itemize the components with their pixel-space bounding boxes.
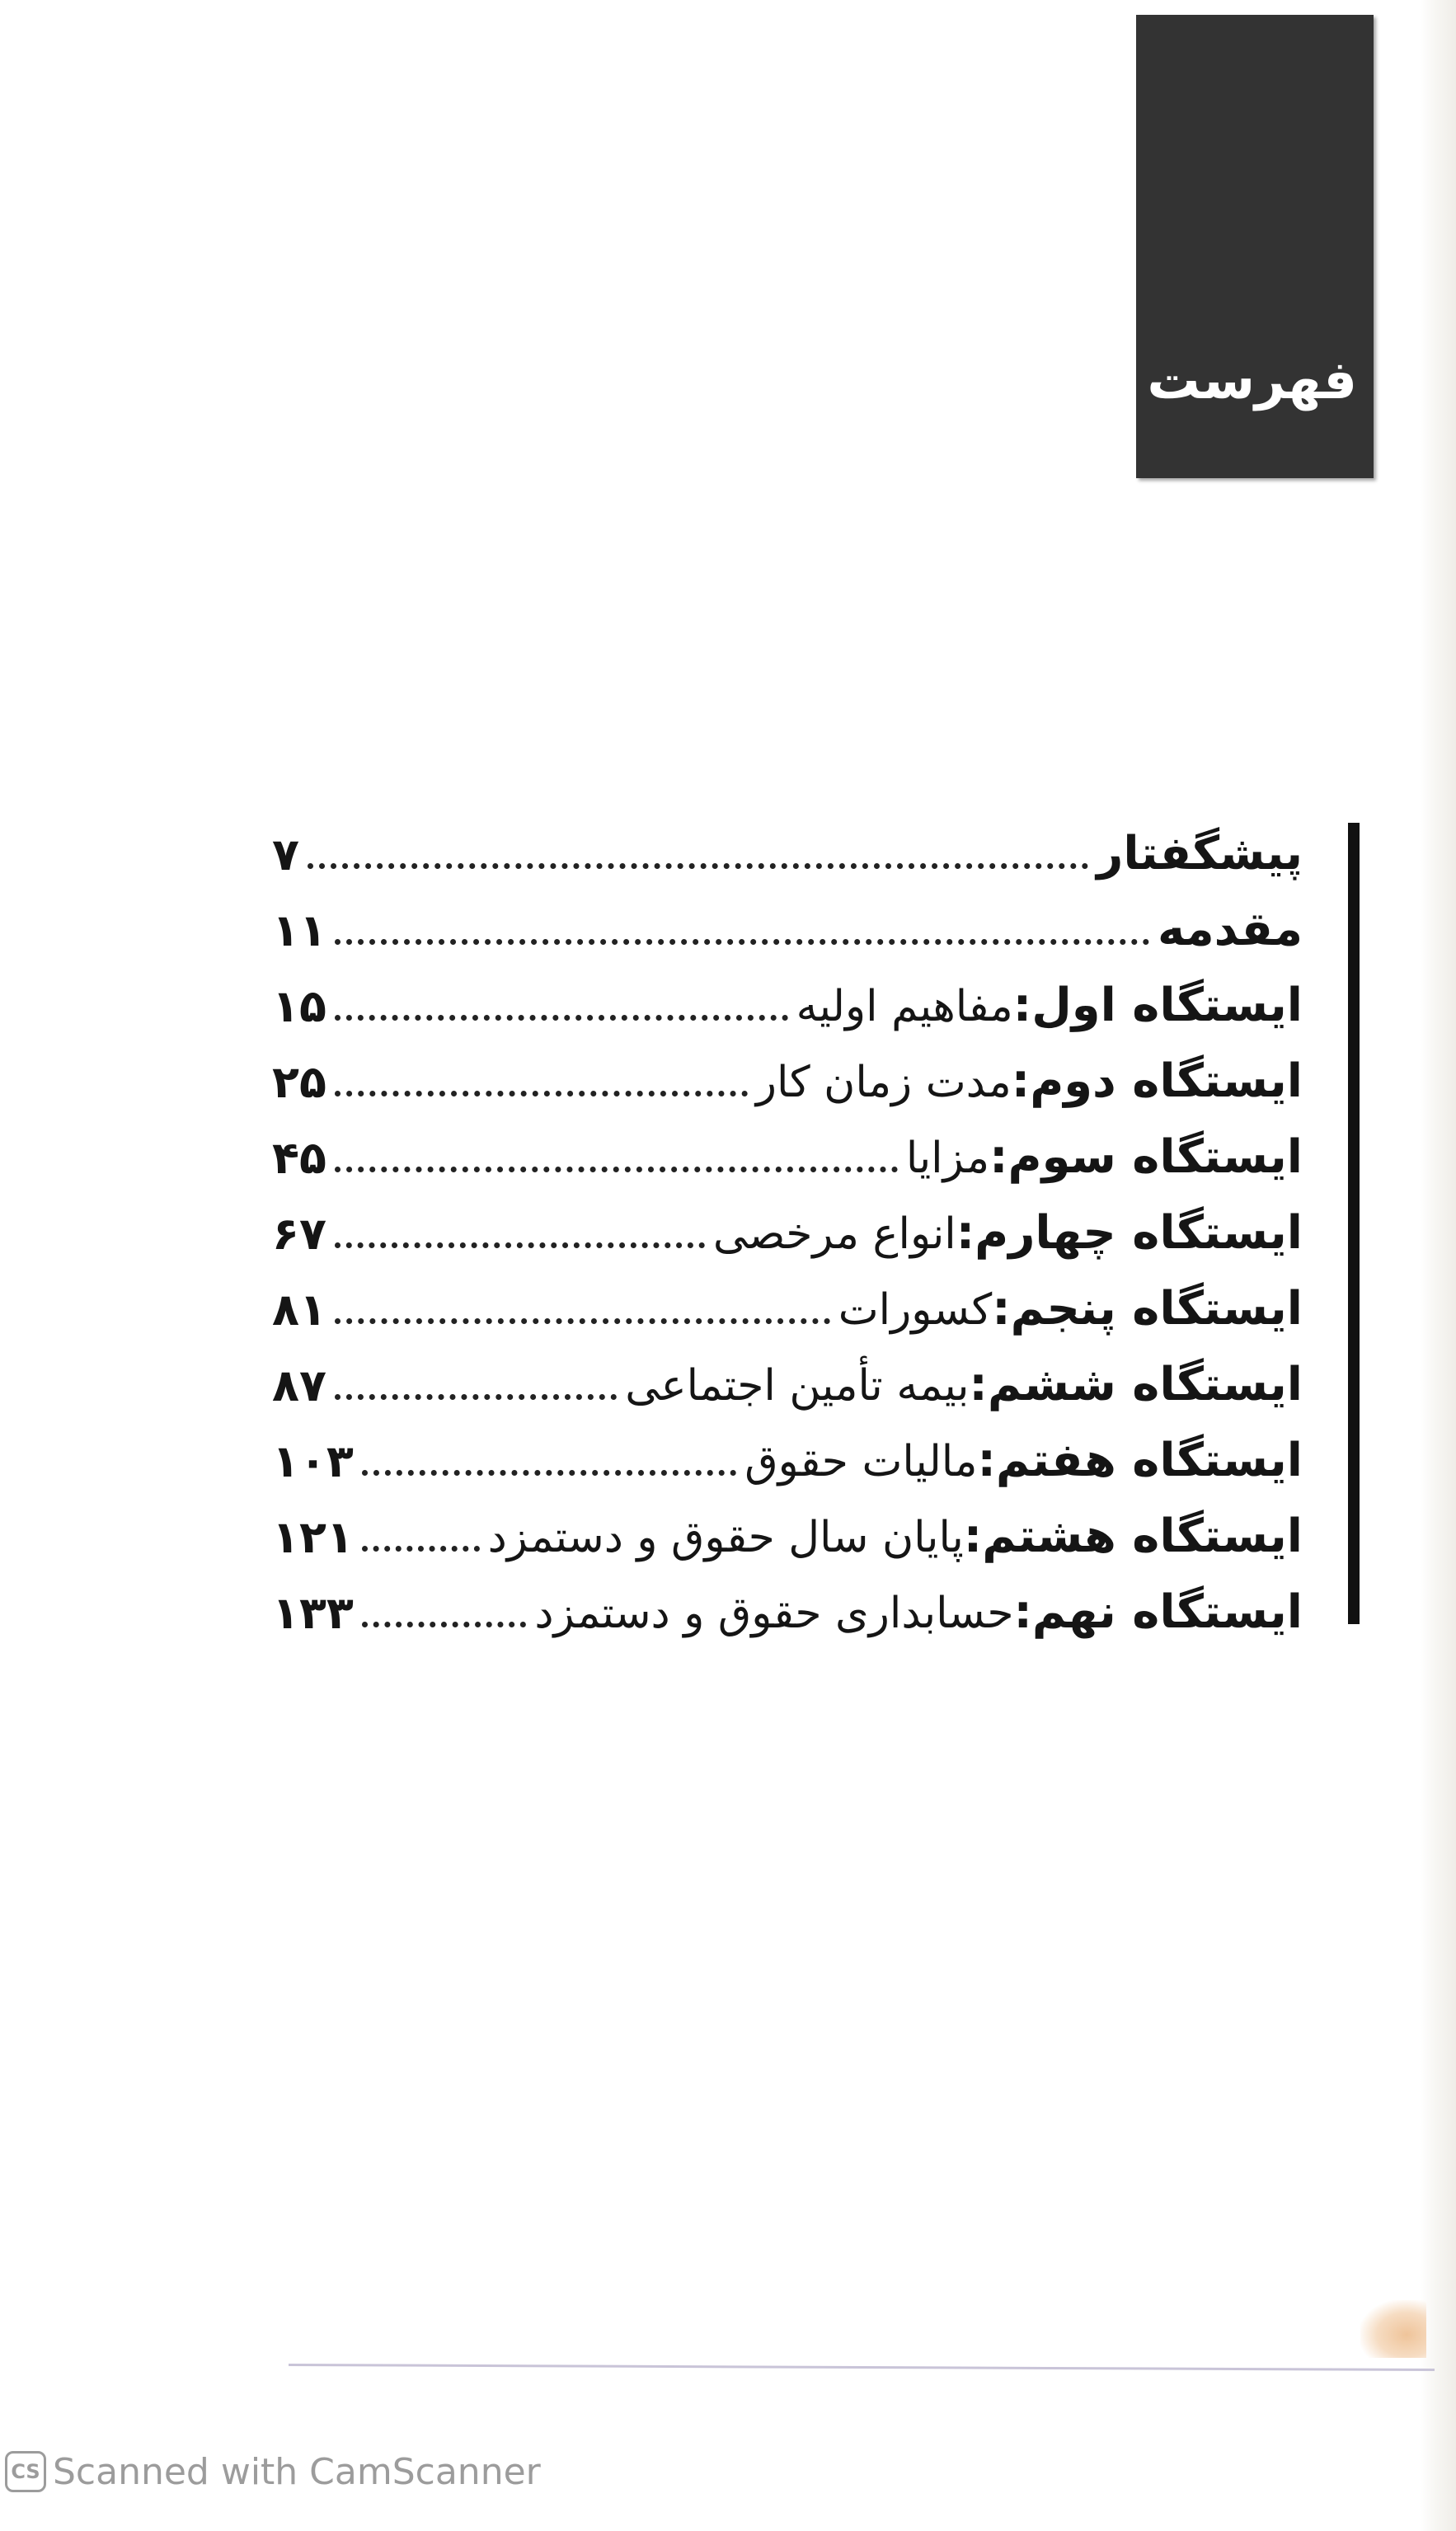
toc-dot-leader — [335, 1318, 830, 1324]
toc-entry-text — [625, 1358, 1303, 1411]
toc-entry[interactable] — [272, 882, 1303, 958]
toc-entry[interactable] — [272, 1034, 1303, 1110]
toc-dot-leader — [335, 1394, 617, 1400]
toc-entry[interactable] — [272, 1110, 1303, 1186]
toc-entry-text — [755, 1054, 1303, 1108]
toc-dot-leader — [362, 1546, 480, 1552]
toc-subtitle: انواع مرخصی — [712, 1209, 956, 1259]
toc-entry[interactable] — [272, 1261, 1303, 1337]
toc-entry[interactable] — [272, 1489, 1303, 1565]
toc-dot-leader — [335, 1015, 788, 1021]
toc-page-number: ۸۱ — [272, 1284, 326, 1336]
title-box — [1136, 15, 1374, 478]
toc-dot-leader — [335, 1091, 748, 1096]
toc-entry[interactable] — [272, 1565, 1303, 1641]
toc-page-number: ۲۵ — [272, 1056, 326, 1108]
toc-label: ایستگاه هشتم: — [963, 1510, 1303, 1563]
toc-entry-text — [838, 1282, 1303, 1336]
toc-page-number: ۱۲۱ — [272, 1511, 354, 1563]
toc-label: ایستگاه هفتم: — [977, 1434, 1303, 1487]
toc-entry-text — [744, 1434, 1303, 1487]
toc-subtitle: حسابداری حقوق و دستمزد — [534, 1589, 1014, 1638]
toc-dot-leader — [335, 1242, 705, 1248]
page-bottom-edge-line — [289, 2364, 1435, 2371]
toc-entry-text — [1158, 903, 1303, 956]
toc-entry-text — [487, 1510, 1303, 1563]
toc-subtitle: مدت زمان کار — [755, 1058, 1012, 1107]
toc-entry[interactable] — [272, 1337, 1303, 1413]
scanner-watermark — [5, 2447, 541, 2496]
toc-label: پیشگفتار — [1097, 827, 1303, 880]
page-edge — [1420, 0, 1456, 2531]
toc-page-number: ۱۵ — [272, 980, 326, 1032]
toc-label: ایستگاه ششم: — [969, 1358, 1303, 1411]
toc-entry-text — [796, 979, 1303, 1032]
toc-entry[interactable] — [272, 958, 1303, 1034]
toc-page-number: ۱۰۳ — [272, 1435, 354, 1487]
toc-dot-leader — [362, 1470, 736, 1476]
page-title: فهرست — [1147, 350, 1357, 411]
toc-dot-leader — [335, 939, 1149, 945]
corner-stain — [1360, 2300, 1426, 2358]
toc-dot-leader — [308, 863, 1088, 869]
toc-page-number: ۱۱ — [272, 904, 326, 956]
toc-entry-text — [534, 1585, 1303, 1639]
toc-dot-leader — [362, 1622, 526, 1627]
toc-entry-text — [905, 1130, 1303, 1184]
toc-label: ایستگاه سوم: — [989, 1130, 1303, 1184]
toc-subtitle: پایان سال حقوق و دستمزد — [487, 1513, 964, 1562]
toc-entry-text — [1097, 827, 1303, 880]
toc-page-number: ۶۷ — [272, 1208, 326, 1260]
toc-accent-bar — [1348, 823, 1360, 1624]
toc-dot-leader — [335, 1167, 898, 1172]
toc-subtitle: مزایا — [905, 1134, 990, 1183]
table-of-contents — [272, 806, 1303, 1641]
toc-label: ایستگاه دوم: — [1011, 1054, 1303, 1108]
toc-label: ایستگاه چهارم: — [956, 1206, 1303, 1260]
toc-page-number: ۱۳۳ — [272, 1587, 354, 1639]
toc-subtitle: کسورات — [838, 1285, 993, 1335]
toc-subtitle: بیمه تأمین اجتماعی — [625, 1361, 970, 1411]
toc-label: مقدمه — [1158, 903, 1303, 956]
toc-entry[interactable] — [272, 1413, 1303, 1489]
toc-label: ایستگاه اول: — [1012, 979, 1303, 1032]
toc-page-number: ۸۷ — [272, 1359, 326, 1411]
toc-label: ایستگاه پنجم: — [992, 1282, 1303, 1336]
toc-entry[interactable] — [272, 806, 1303, 882]
watermark-text: Scanned with CamScanner — [53, 2450, 541, 2493]
camscanner-logo-icon: CS — [5, 2451, 46, 2492]
toc-entry-text — [712, 1206, 1303, 1260]
toc-label: ایستگاه نهم: — [1013, 1585, 1303, 1639]
toc-subtitle: مفاهیم اولیه — [796, 982, 1013, 1031]
toc-subtitle: مالیات حقوق — [744, 1437, 978, 1486]
toc-page-number: ۷ — [272, 829, 299, 880]
toc-page-number: ۴۵ — [272, 1132, 326, 1184]
toc-entry[interactable] — [272, 1186, 1303, 1261]
